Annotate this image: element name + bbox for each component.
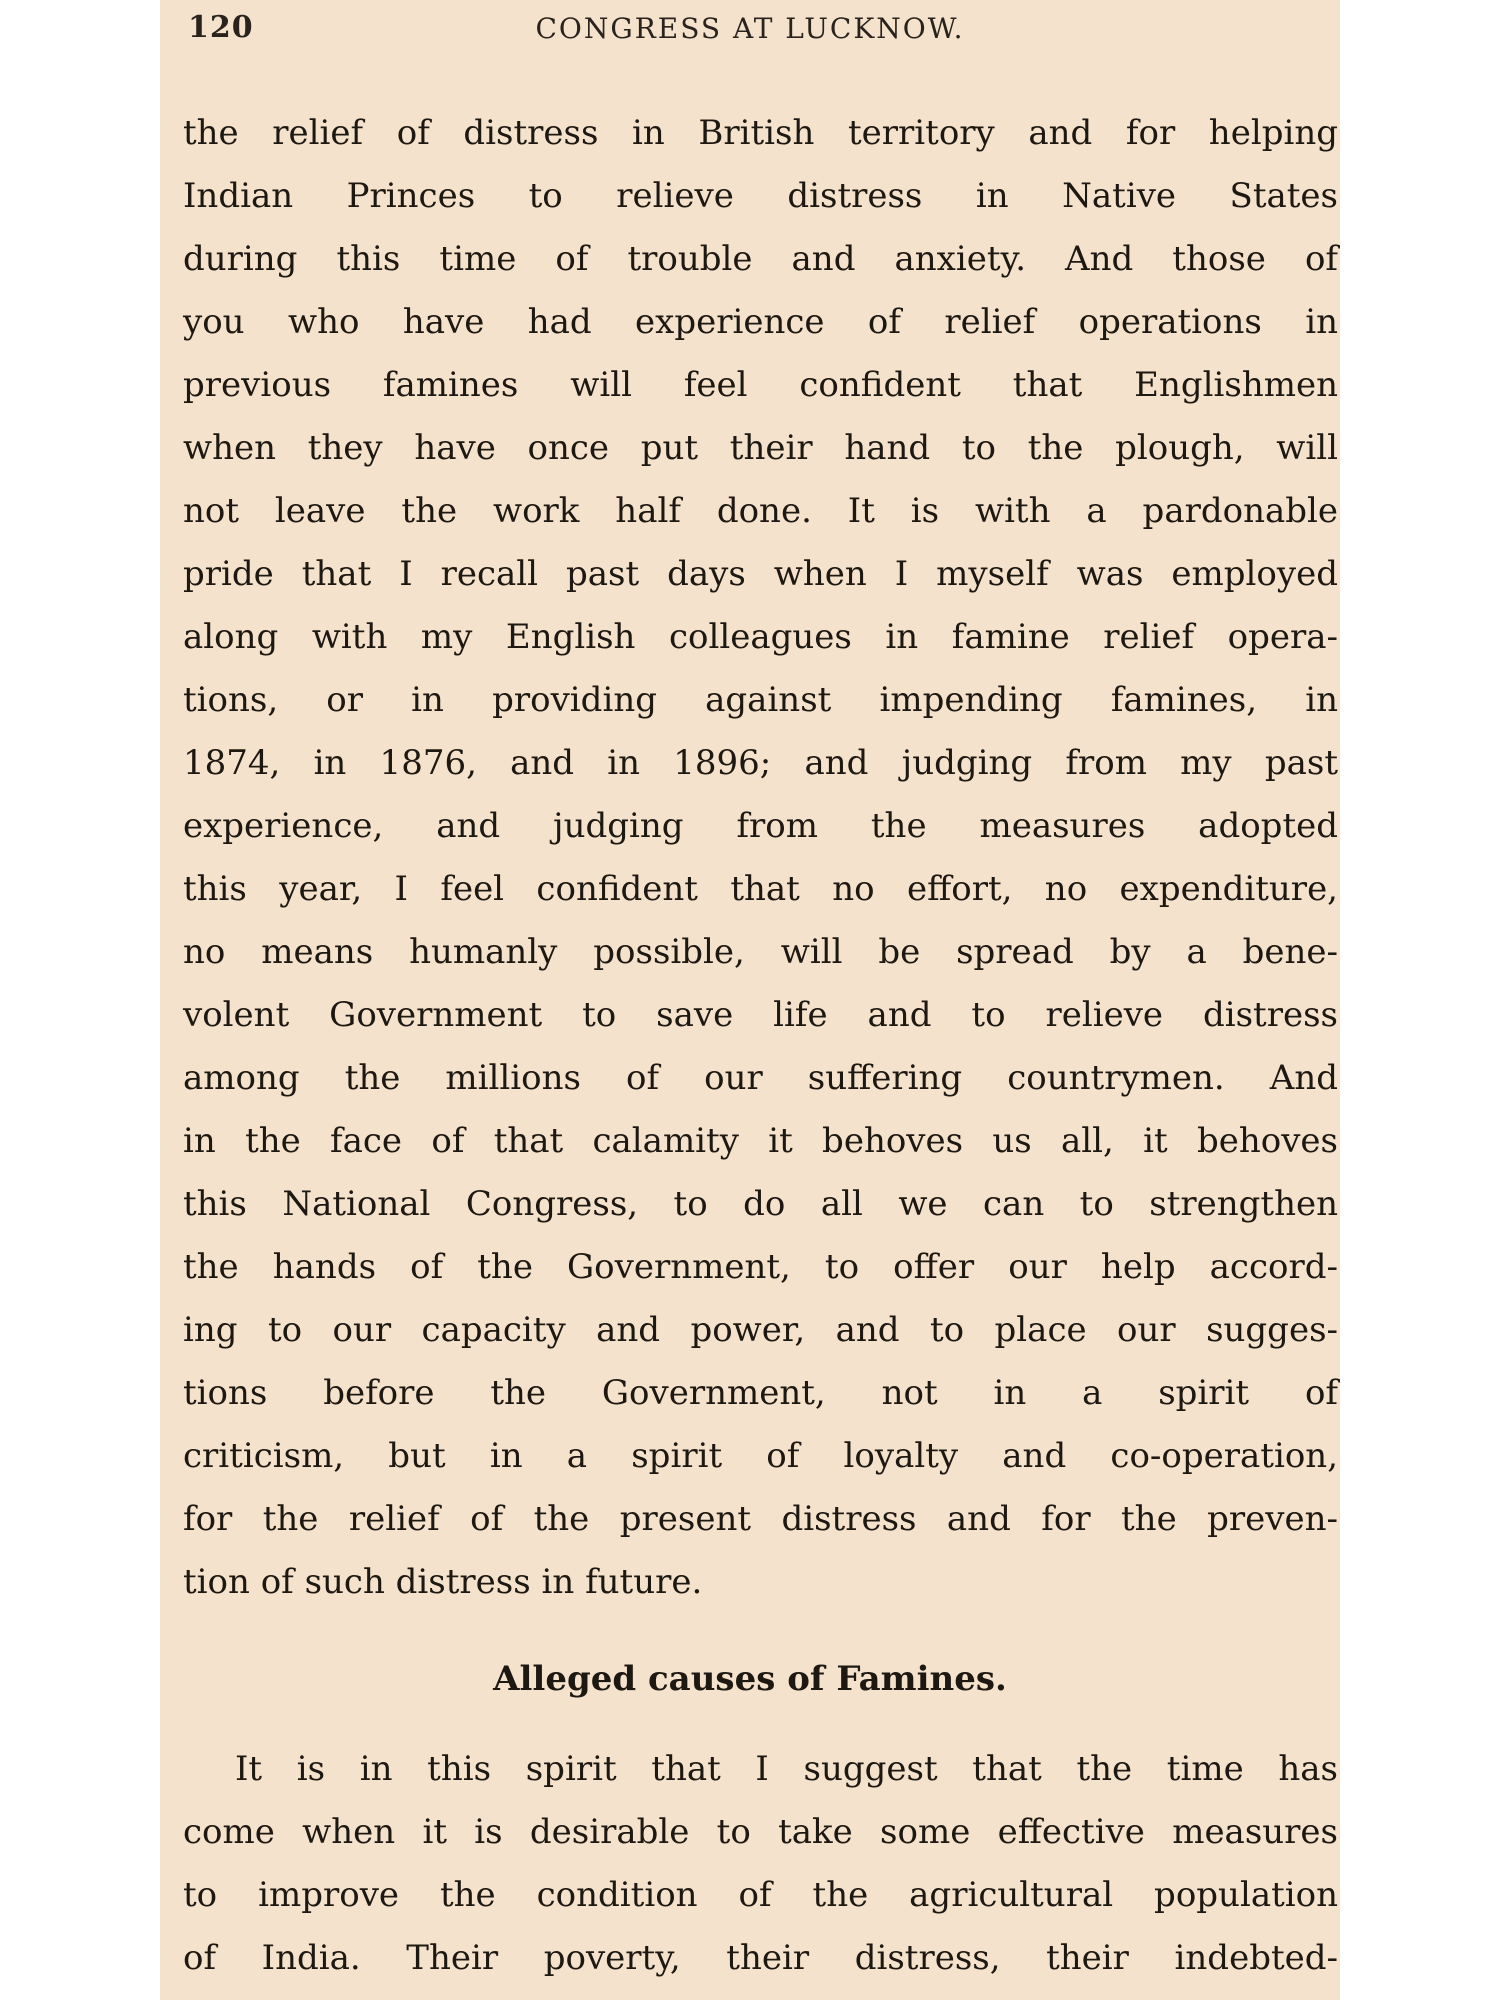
text-line: when they have once put their hand to the plough, will <box>183 428 1338 468</box>
text-line: this year, I feel confident that no effort, no expenditure, <box>183 869 1338 909</box>
running-head <box>188 10 1312 60</box>
text-line: the hands of the Government, to offer our help accord- <box>183 1247 1338 1287</box>
text-line: of India. Their poverty, their distress, their indebted- <box>183 1938 1338 1978</box>
text-line: 1874, in 1876, and in 1896; and judging from my past <box>183 743 1338 783</box>
page-number: 120 <box>188 10 254 45</box>
section-heading: Alleged causes of Famines. <box>493 1659 1007 1699</box>
text-line: you who have had experience of relief operations in <box>183 302 1338 342</box>
text-line: this National Congress, to do all we can to strengthen <box>183 1184 1338 1224</box>
text-line: no means humanly possible, will be spread by a bene- <box>183 932 1338 972</box>
text-line: in the face of that calamity it behoves us all, it behoves <box>183 1121 1338 1161</box>
text-line: volent Government to save life and to relieve distress <box>183 995 1338 1035</box>
text-line: during this time of trouble and anxiety. And those of <box>183 239 1338 279</box>
text-line: tions, or in providing against impending famines, in <box>183 680 1338 720</box>
text-line: previous famines will feel confident that Englishmen <box>183 365 1338 405</box>
text-line: tion of such distress in future. <box>183 1562 703 1602</box>
text-line: Indian Princes to relieve distress in Native States <box>183 176 1338 216</box>
text-line: It is in this spirit that I suggest that the time has <box>235 1749 1338 1789</box>
book-page <box>160 0 1340 2000</box>
running-head-title: CONGRESS AT LUCKNOW. <box>535 12 965 45</box>
text-line: tions before the Government, not in a spirit of <box>183 1373 1338 1413</box>
text-line: experience, and judging from the measures adopted <box>183 806 1338 846</box>
text-line: for the relief of the present distress and for the preven- <box>183 1499 1338 1539</box>
text-line: to improve the condition of the agricultural population <box>183 1875 1338 1915</box>
text-line: come when it is desirable to take some effective measures <box>183 1812 1338 1852</box>
text-line: along with my English colleagues in famine relief opera- <box>183 617 1338 657</box>
text-line: ing to our capacity and power, and to place our sugges- <box>183 1310 1338 1350</box>
text-line: the relief of distress in British territory and for helping <box>183 113 1338 153</box>
text-line: among the millions of our suffering countrymen. And <box>183 1058 1338 1098</box>
text-line: pride that I recall past days when I myself was employed <box>183 554 1338 594</box>
text-line: not leave the work half done. It is with a pardonable <box>183 491 1338 531</box>
text-line: criticism, but in a spirit of loyalty and co-operation, <box>183 1436 1338 1476</box>
